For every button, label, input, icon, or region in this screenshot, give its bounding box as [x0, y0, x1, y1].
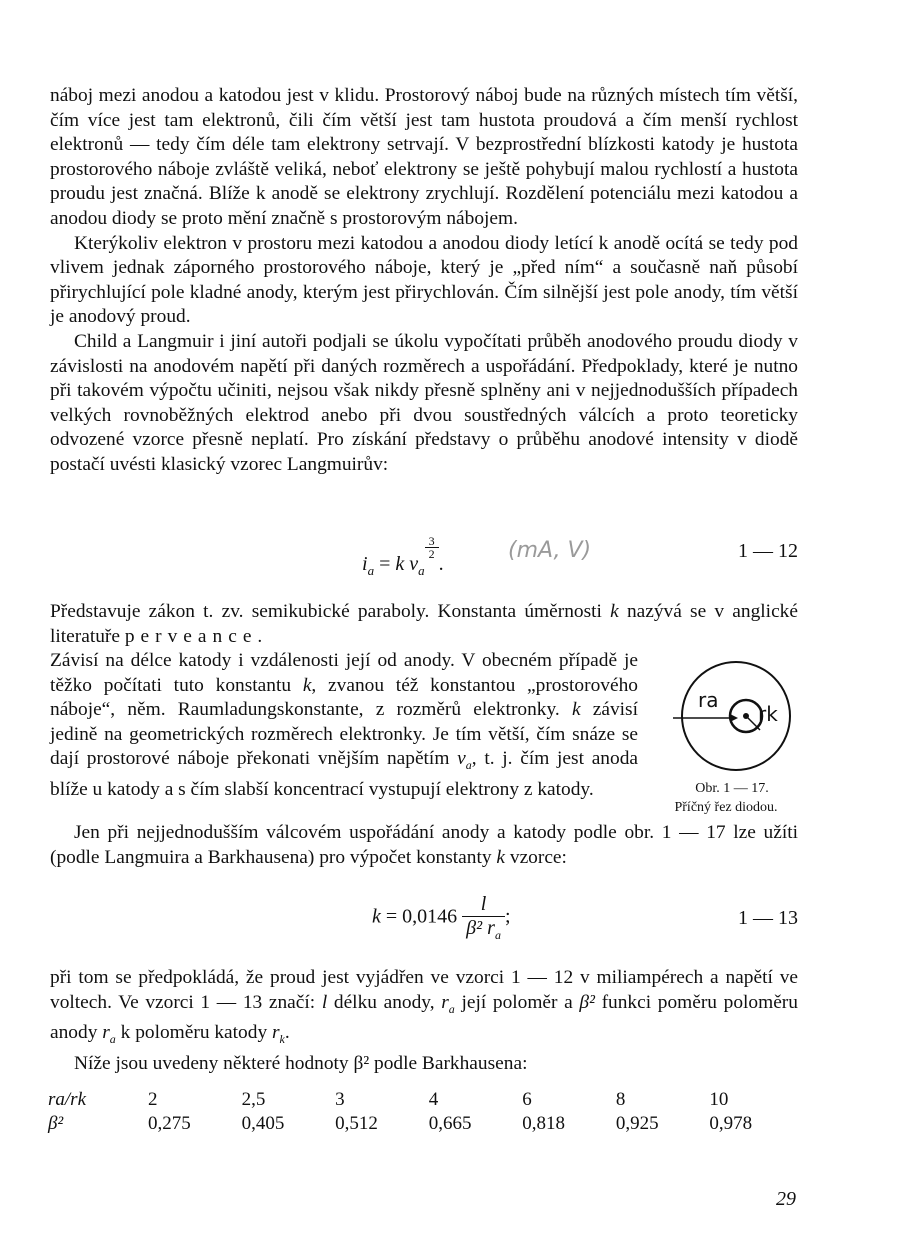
symbol-l: l [321, 991, 328, 1013]
paragraph-mid-5: závisí jedině na geometrických rozměrech elektronky. Je tím větší, čím snáze se dají prostorové náboje překonati vnějším napětím [50, 699, 638, 770]
formula2-fraction [462, 893, 505, 943]
table-row-head-beta: β² [48, 1113, 64, 1134]
handwritten-units-note: (mA, V) [508, 538, 592, 563]
table-cell: 2,5 [241, 1089, 266, 1110]
figure-caption-title: Příčný řez diodou. [674, 800, 778, 815]
formula2-semicolon: ; [504, 905, 511, 928]
table-cell: 3 [335, 1089, 345, 1110]
symbol-k: k [610, 601, 619, 622]
formula2-numerator: l [462, 893, 505, 917]
body-text-paragraph-5: při tom se předpokládá, že proud jest vyjádřen ve vzorci 1 — 12 v miliampérech a napětí ve voltech. Ve vzorci 1 — 13 značí: l délku anody, $r_a$ její poloměr a β² funkci poměru poloměru anody $r_a$ k poloměru katody $r_k$. Níže jsou uvedeny některé hodnoty β² podle Barkhausena: [50, 966, 798, 1076]
table-cell: 2 [148, 1089, 158, 1110]
body-text-top [50, 84, 798, 478]
arrowhead-ra [730, 714, 738, 722]
symbol-beta: β² [579, 991, 595, 1013]
formula-lhs: i [362, 553, 368, 575]
paragraph-5-e: k poloměru katody [120, 1022, 268, 1044]
paragraph-4-end: vzorce: [509, 846, 567, 868]
paragraph-6: Níže jsou uvedeny některé hodnoty β² podle Barkhausena: [74, 1052, 528, 1074]
figure-caption-number: Obr. 1 — 17. [695, 781, 769, 796]
formula-lhs-sub: a [367, 563, 375, 578]
paragraph-mid-1: Představuje zákon t. zv. semikubické paraboly. Konstanta úměrnosti [50, 601, 602, 622]
symbol-va-sub: a [465, 758, 472, 773]
formula-exponent: $\frac{3}{2}$ [425, 535, 439, 560]
paragraph-mid-4: , zvanou též konstantou „prostorového náboje“, něm. Raumladungskonstante, z rozměrů elektronky. [50, 674, 638, 721]
paragraph-5-b: délku anody, [333, 991, 435, 1013]
table-cell: 0,925 [615, 1113, 659, 1134]
paragraph-2: Kterýkoliv elektron v prostoru mezi katodou a anodou diody letící k anodě ocítá se tedy pod vlivem jednak záporného prostorového náboje, který je „před ním“ a současně naň působí přirychlující pole kladné anody, kterým jest přirychlován. Čím silnější jest pole anody, tím větší je anodový proud. [50, 232, 798, 328]
figure-diode-cross-section [668, 660, 798, 780]
symbol-ra-2: r [102, 1022, 110, 1044]
formula2-denominator: β² $r_a$ [466, 917, 501, 942]
paragraph-mid-6: , t. j. čím jest anoda blíže u katody a s čím slabší koncentrací vystupují elektrony z katody. [50, 748, 638, 800]
body-text-beside-figure [50, 649, 638, 802]
table-row [48, 1112, 803, 1136]
formula-langmuir: $i_a = k$ $v_a$ $\frac{3}{2}$ . [362, 534, 444, 578]
table-cell: 0,405 [241, 1113, 285, 1134]
symbol-va: v [457, 748, 466, 770]
page-number: 29 [776, 1188, 796, 1210]
body-text-paragraph-4 [50, 821, 798, 870]
equation-number-1-13: 1 — 13 [738, 907, 798, 929]
body-text-middle [50, 600, 798, 649]
table-cell: 0,978 [709, 1113, 753, 1134]
paragraph-3: Child a Langmuir i jiní autoři podjali se úkolu vypočítati průběh anodového proudu diody v závislosti na anodovém napětí při daných rozměrech a uspořádání. Předpoklady, které je nutno při takovém výpočtu učiniti, nejsou však nikdy přesně splněny ani v nejjednodušších případech velkých rovnoběžných elektrod anebo při dvou soustředných válcích a proto teoreticky odvozené vzorce přesně neplatí. Pro získání představy o průběhu anodové intensity v diodě postačí uvésti klasický vzorec Langmuirův: [50, 330, 798, 475]
formula-k-constant [372, 893, 511, 943]
beta-values-table [48, 1088, 803, 1136]
equation-number-1-12: 1 — 12 [738, 540, 798, 562]
formula2-constant: = 0,0146 [385, 905, 458, 928]
paragraph-mid-2: nazývá se v anglické literatuře [50, 601, 798, 647]
term-perveance: perveance. [124, 625, 269, 647]
paragraph-mid-3: Závisí na délce katody i vzdálenosti její od anody. V obecném případě je těžko počítati tuto konstantu [50, 650, 638, 696]
table-cell: 10 [709, 1089, 729, 1110]
paragraph-5: při tom se předpokládá, že proud jest vyjádřen ve vzorci 1 — 12 v miliampérech a napětí ve voltech. Ve vzorci 1 — 13 značí: [50, 967, 798, 1013]
symbol-ra: r [441, 991, 449, 1013]
table-cell: 4 [428, 1089, 439, 1110]
table-row-head-ratio: ra/rk [48, 1089, 86, 1110]
symbol-k-3: k [571, 699, 581, 721]
symbol-k-4: k [496, 846, 506, 868]
table-row [48, 1088, 803, 1112]
table-cell: 0,818 [522, 1113, 565, 1134]
formula-k: k [395, 553, 405, 575]
figure-label-ra: ra [698, 688, 719, 712]
paragraph-1: náboj mezi anodou a katodou jest v klidu. Prostorový náboj bude na různých místech tím větší, čím více jest tam elektronů, čili čím větší jest tam hustota proudová a čím menší rychlost elektronů — tedy čím déle tam elektrony setrvají. V bezprostřední blízkosti katody je hustota prostorového náboje zvláště veliká, neboť elektrony se ještě pohybují malou rychlostí a hustota proudu jest značná. Blíže k anodě se elektrony zrychlují. Rozdělení potenciálu mezi katodou a anodou diody se proto mění značně s prostorovým nábojem. [50, 85, 798, 229]
table-cell: 8 [615, 1089, 626, 1110]
symbol-rk: r [272, 1022, 280, 1044]
formula-v-sub: a [418, 563, 425, 578]
paragraph-5-d: funkci poměru poloměru anody [50, 991, 798, 1044]
paragraph-5-c: její poloměr a [461, 991, 573, 1013]
paragraph-4: Jen při nejjednodušším válcovém uspořádání anody a katody podle obr. 1 — 17 lze užíti (podle Langmuira a Barkhausena) pro výpočet konstanty [50, 822, 798, 868]
table-cell: 6 [522, 1089, 532, 1110]
formula2-lhs: k [372, 905, 381, 928]
symbol-k-2: k [302, 674, 312, 696]
table-cell: 0,665 [428, 1113, 472, 1134]
formula-v: v [409, 553, 419, 575]
table-cell: 0,512 [335, 1113, 378, 1134]
figure-label-rk: rk [758, 702, 778, 726]
table-cell: 0,275 [148, 1113, 191, 1134]
